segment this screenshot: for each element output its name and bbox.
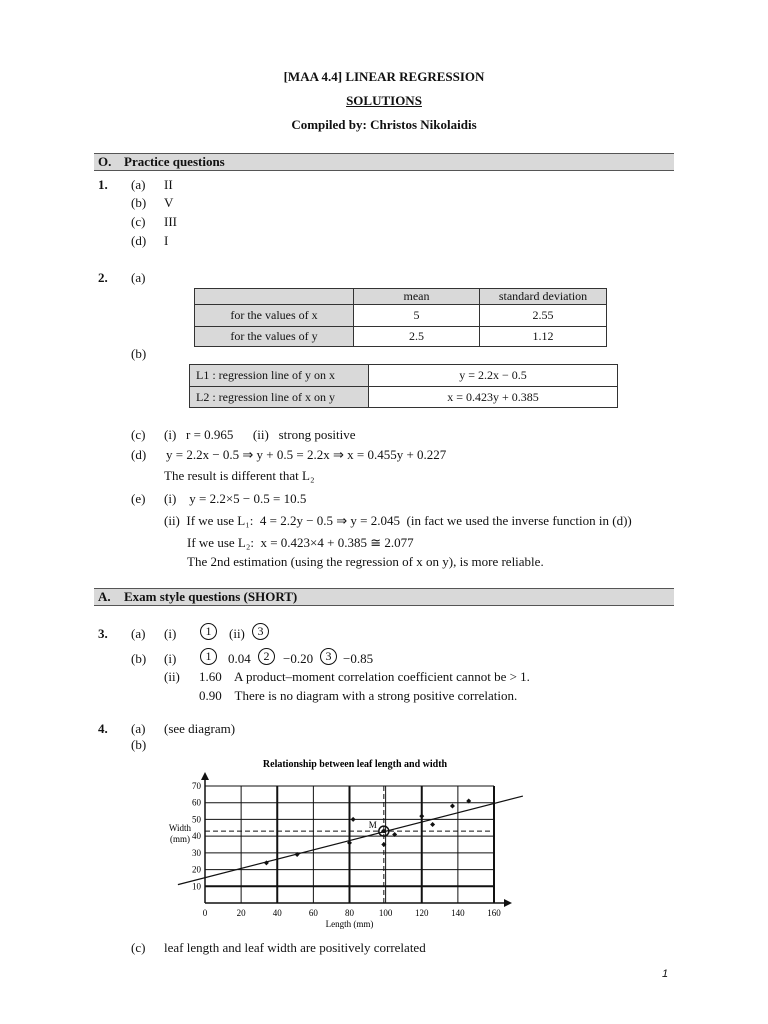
circled-number: 3: [320, 648, 337, 665]
y-axis-label: (mm): [170, 834, 190, 844]
scatter-chart: [160, 755, 560, 935]
table-row-label: for the values of y: [195, 327, 354, 347]
mean-point: [382, 829, 386, 833]
table-header-cell: mean: [354, 289, 480, 305]
table-row-label: L2 : regression line of x on y: [190, 387, 369, 408]
q1-part-label: (b): [131, 195, 147, 210]
table-cell: x = 0.423y + 0.385: [369, 387, 618, 408]
x-tick-label: 160: [487, 908, 501, 918]
q2-part-d-label: (d): [131, 447, 147, 462]
q1-part-answer: V: [164, 195, 174, 210]
y-tick-label: 30: [192, 847, 201, 858]
q2-part-a-label: (a): [131, 270, 146, 285]
mean-point-label: M: [368, 820, 377, 831]
x-tick-label: 20: [236, 908, 246, 918]
x-tick-label: 120: [415, 908, 429, 918]
circled-number: 1: [200, 623, 217, 640]
q3-b-i-label: (i): [164, 651, 177, 666]
x-tick-label: 140: [451, 908, 465, 918]
table-header-cell: standard deviation: [480, 289, 607, 305]
q4-part-c-text: leaf length and leaf width are positively correlated: [164, 940, 426, 955]
q1-part-answer: III: [164, 214, 177, 229]
q3-a-i-circled: [200, 623, 217, 640]
chart-title: Relationship between leaf length and width: [262, 759, 448, 770]
section-number: A.: [98, 589, 111, 604]
x-tick-label: 40: [272, 908, 282, 918]
q1-part-label: (a): [131, 177, 146, 192]
y-tick-label: 40: [192, 831, 201, 842]
table-header-cell: [195, 289, 354, 305]
document-title: [MAA 4.4] LINEAR REGRESSION: [283, 69, 485, 84]
table-cell: y = 2.2x − 0.5: [369, 365, 618, 387]
table-cell: 1.12: [480, 327, 607, 347]
x-tick-label: 60: [308, 908, 318, 918]
q2-part-e-label: (e): [131, 491, 146, 506]
section-number: O.: [98, 154, 112, 169]
q2-part-d-text: y = 2.2x − 0.5 ⇒ y + 0.5 = 2.2x ⇒ x = 0.455y + 0.227: [166, 447, 447, 462]
regression-lines-table: [189, 364, 618, 408]
q3-a-i-label: (i): [164, 626, 177, 641]
q4-part-b-label: (b): [131, 737, 147, 752]
x-axis-label: Length (mm): [325, 919, 374, 929]
section-header-practice: [94, 153, 674, 171]
q3-b-circled-2: [258, 648, 275, 665]
q3-b-circled-1: [200, 648, 217, 665]
chart-svg: [160, 755, 560, 935]
circled-number: 2: [258, 648, 275, 665]
circled-number: 3: [252, 623, 269, 640]
q2-part-e-conclusion: The 2nd estimation (using the regression of x on y), is more reliable.: [187, 554, 544, 569]
q1-part-answer: I: [164, 233, 169, 248]
y-tick-label: 20: [192, 864, 201, 875]
mean-sd-table: [194, 288, 607, 347]
circled-number: 1: [200, 648, 217, 665]
y-tick-label: 10: [192, 881, 201, 892]
q3-a-ii-label: (ii): [229, 626, 245, 641]
q3-b-ii-line-1: 1.60 A product–moment correlation coefficient cannot be > 1.: [199, 669, 530, 684]
q1-part-label: (d): [131, 233, 147, 248]
table-row-label: L1 : regression line of y on x: [190, 365, 369, 387]
x-tick-label: 0: [202, 908, 208, 918]
question-1-number: 1.: [98, 177, 108, 192]
table-cell: 5: [354, 305, 480, 327]
data-point: [450, 804, 455, 809]
q3-a-ii-circled: [252, 623, 269, 640]
y-axis-label: Width: [168, 823, 192, 833]
q4-part-a-text: (see diagram): [164, 721, 236, 736]
document-subtitle: SOLUTIONS: [346, 93, 422, 108]
x-tick-label: 100: [378, 908, 393, 918]
q1-part-answer: II: [164, 177, 173, 192]
q3-b-value-3: −0.85: [343, 651, 374, 666]
page-number: 1: [662, 968, 669, 980]
y-tick-label: 60: [192, 797, 201, 808]
section-title: Exam style questions (SHORT): [124, 589, 298, 604]
data-point: [351, 817, 356, 822]
q2-part-c-text: (i) r = 0.965 (ii) strong positive: [164, 427, 356, 442]
q3-b-value-2: −0.20: [283, 651, 314, 666]
table-cell: 2.5: [354, 327, 480, 347]
q2-part-b-label: (b): [131, 346, 147, 361]
q3-part-b-label: (b): [131, 651, 147, 666]
q3-b-ii-line-2: 0.90 There is no diagram with a strong positive correlation.: [199, 688, 518, 703]
table-cell: 2.55: [480, 305, 607, 327]
q4-part-c-label: (c): [131, 940, 146, 955]
y-axis-arrow: [201, 772, 209, 780]
y-tick-label: 70: [192, 781, 201, 791]
table-row-label: for the values of x: [195, 305, 354, 327]
question-2-number: 2.: [98, 270, 108, 285]
q2-part-e-ii: (ii) If we use L₁: 4 = 2.2y − 0.5 ⇒ y = 2.045 (in fact we used the inverse function in (d)): [164, 513, 632, 528]
section-header-exam-short: [94, 588, 674, 606]
x-axis-arrow: [504, 899, 512, 907]
q3-b-value-1: 0.04: [228, 651, 251, 666]
question-4-number: 4.: [98, 721, 108, 736]
q3-part-a-label: (a): [131, 626, 146, 641]
data-point: [430, 822, 435, 827]
q1-part-label: (c): [131, 214, 146, 229]
q2-part-e-i: (i) y = 2.2×5 − 0.5 = 10.5: [164, 491, 307, 506]
x-tick-label: 80: [345, 908, 354, 918]
data-point: [419, 814, 424, 819]
q3-b-circled-3: [320, 648, 337, 665]
section-title: Practice questions: [124, 154, 225, 169]
question-3-number: 3.: [98, 626, 108, 641]
q4-part-a-label: (a): [131, 721, 146, 736]
q3-b-ii-label: (ii): [164, 669, 180, 684]
q2-part-e-ii-second: If we use L₂: x = 0.423×4 + 0.385 ≅ 2.077: [187, 535, 414, 550]
y-tick-label: 50: [192, 814, 201, 825]
q2-part-d-note: The result is different that L₂: [164, 468, 315, 483]
document-author: Compiled by: Christos Nikolaidis: [291, 117, 477, 132]
q2-part-c-label: (c): [131, 427, 146, 442]
